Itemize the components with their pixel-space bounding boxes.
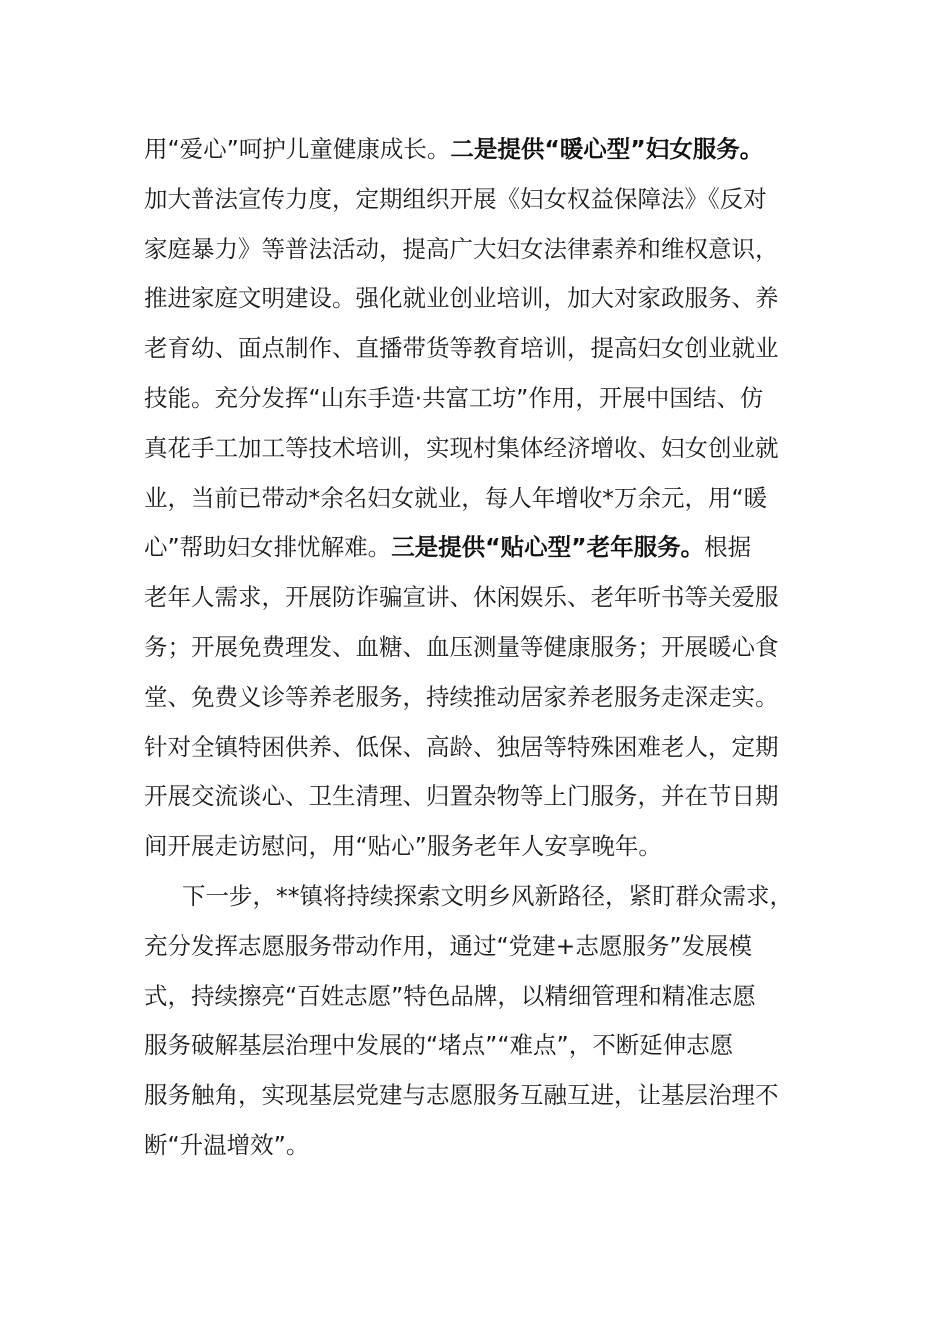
text-run: 用“爱心”呵护儿童健康成长。 (144, 135, 451, 163)
text-line: 断“升温增效”。 (144, 1130, 310, 1159)
text-line: 堂、免费义诊等养老服务，持续推动居家养老服务走深走实。 (144, 682, 779, 711)
text-line: 务；开展免费理发、血糖、血压测量等健康服务；开展暖心食 (144, 632, 779, 661)
text-line: 间开展走访慰问，用“贴心”服务老年人安享晚年。 (144, 832, 662, 861)
text-line (144, 125, 810, 175)
text-line: 充分发挥志愿服务带动作用，通过“党建+志愿服务”发展模 (144, 931, 753, 960)
bold-heading-women-service: 二是提供“暖心型”妇女服务。 (450, 135, 764, 163)
document-body (144, 125, 810, 1171)
text-line: 针对全镇特困供养、低保、高龄、独居等特殊困难老人，定期 (144, 732, 779, 761)
text-line: 式，持续擦亮“百姓志愿”特色品牌，以精细管理和精准志愿 (144, 981, 756, 1010)
text-run: 心”帮助妇女排忧解难。 (144, 533, 392, 562)
text-line: 服务破解基层治理中发展的“堵点”“难点”，不断延伸志愿 (144, 1031, 734, 1060)
text-line: 家庭暴力》等普法活动，提高广大妇女法律素养和维权意识， (144, 234, 779, 263)
bold-heading-elderly-service: 三是提供“贴心型”老年服务。 (391, 533, 705, 562)
text-line: 老年人需求，开展防诈骗宣讲、休闲娱乐、老年听书等关爱服 (144, 583, 779, 612)
text-line: 服务触角，实现基层党建与志愿服务互融互进，让基层治理不 (144, 1081, 779, 1110)
text-line: 技能。充分发挥“山东手造·共富工坊”作用，开展中国结、仿 (144, 383, 764, 412)
text-line: 老育幼、面点制作、直播带货等教育培训，提高妇女创业就业 (144, 334, 779, 363)
text-line-paragraph-start: 下一步，**镇将持续探索文明乡风新路径，紧盯群众需求， (182, 881, 793, 910)
text-line: 加大普法宣传力度，定期组织开展《妇女权益保障法》《反对 (144, 184, 767, 213)
text-run: 根据 (704, 533, 752, 562)
text-line: 开展交流谈心、卫生清理、归置杂物等上门服务，并在节日期 (144, 782, 779, 811)
text-line: 推进家庭文明建设。强化就业创业培训，加大对家政服务、养 (144, 284, 779, 313)
text-line: 业，当前已带动*余名妇女就业，每人年增收*万余元，用“暖 (144, 483, 768, 512)
text-line: 真花手工加工等技术培训，实现村集体经济增收、妇女创业就 (144, 433, 779, 462)
text-line (144, 523, 810, 573)
